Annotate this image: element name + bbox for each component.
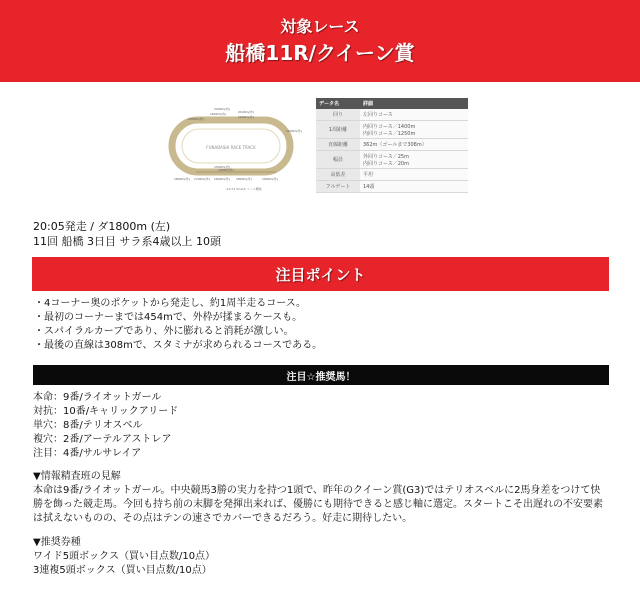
- table-cell-key: 回り: [316, 109, 360, 121]
- start-label: 1600m(内): [210, 112, 226, 116]
- bets-section: [33, 536, 215, 578]
- start-label: 1200m(外): [286, 129, 302, 133]
- table-cell-value: 左回りコース: [360, 109, 468, 121]
- start-label: 1800m(外): [174, 177, 190, 181]
- table-cell-value: 外回りコース／25m 内回りコース／20m: [360, 151, 468, 169]
- start-label: 1000m(外): [238, 115, 254, 119]
- race-time-distance: 20:05発走 / ダ1800m (左): [33, 220, 171, 233]
- course-info-graphic: [166, 98, 468, 200]
- table-row: [316, 121, 468, 139]
- start-label: 2000m(外): [188, 117, 204, 121]
- table-row: [316, 109, 468, 121]
- list-item: 単穴：8番/テリオスベル: [33, 420, 143, 431]
- race-info: [33, 219, 221, 249]
- table-cell-key: 1周距離: [316, 121, 360, 139]
- analysis-heading: ▼情報精査班の見解: [33, 471, 121, 482]
- table-row: [316, 151, 468, 169]
- list-item: 本命：9番/ライオットガール: [33, 392, 162, 403]
- bets-heading: ▼推奨券種: [33, 537, 81, 548]
- table-cell-key: 幅員: [316, 151, 360, 169]
- table-cell-key: 直線距離: [316, 139, 360, 151]
- table-cell-value: 14頭: [360, 181, 468, 193]
- table-row: [316, 169, 468, 181]
- start-label: 1700m(外): [194, 177, 210, 181]
- start-label: 1900m(外): [262, 177, 278, 181]
- table-cell-value: 362m（ゴールまで308m）: [360, 139, 468, 151]
- list-item: ・4コーナー奥のポケットから発走し、約1周半走るコース。: [34, 298, 307, 309]
- table-cell-value: 平坦: [360, 169, 468, 181]
- table-header-key: データ名: [316, 98, 360, 109]
- race-header-banner: [0, 0, 640, 82]
- course-data-table: [316, 98, 468, 193]
- table-cell-key: 高低差: [316, 169, 360, 181]
- track-map: [166, 98, 314, 200]
- analysis-text-line: 勝を飾った競走馬。今回も持ち前の末脚を発揮出来れば、優勝にも期待できると感じ軸に選定。スタートこそ出遅れの不安要素: [33, 499, 603, 510]
- picks-list: [33, 391, 178, 461]
- start-label: 1500m(内): [214, 165, 230, 169]
- table-row: [316, 139, 468, 151]
- list-item: 複穴：2番/アーテルアストレア: [33, 434, 172, 445]
- list-item: ・スパイラルカーブであり、外に膨れると消耗が激しい。: [34, 326, 294, 337]
- race-name: 船橋11R/クイーン賞: [225, 41, 415, 65]
- start-label: 2200m(内): [214, 107, 230, 111]
- list-item: 注目：4番/サルサレイア: [33, 448, 142, 459]
- track-caption: ※1/72 SCALE コース概略: [226, 187, 262, 191]
- table-cell-key: フルゲート: [316, 181, 360, 193]
- start-label: 2100m(外): [238, 110, 254, 114]
- list-item: 対抗：10番/キャリックアリード: [33, 406, 179, 417]
- table-row: [316, 181, 468, 193]
- start-label: 1600m(外): [214, 177, 230, 181]
- picks-heading-bar: 注目☆推奨馬！: [33, 365, 609, 385]
- table-header-row: [316, 98, 468, 109]
- list-item: ワイド5頭ボックス（買い目点数/10点）: [33, 551, 216, 562]
- table-cell-value: 内回りコース／1400m 内回りコース／1250m: [360, 121, 468, 139]
- start-label: 1800m(外): [236, 177, 252, 181]
- highlight-points: [34, 297, 322, 353]
- header-title: 対象レース: [280, 17, 360, 36]
- analysis-text-line: 本命は9番/ライオットガール。中央競馬3勝の実力を持つ1頭で、昨年のクイーン賞(G3)ではテリオスベルに2馬身差をつけて快: [33, 485, 601, 496]
- analysis-section: [33, 470, 611, 526]
- analysis-text-line: は拭えないものの、その点はテンの速さでカバーできるだろう。好走に期待したい。: [33, 513, 413, 524]
- race-meeting-details: 11回 船橋 3日目 サラ系4歳以上 10頭: [33, 235, 221, 248]
- list-item: 3連複5頭ボックス（買い目点数/10点）: [33, 565, 212, 576]
- start-label: 1400m(外): [218, 168, 234, 172]
- list-item: ・最後の直線は308mで、スタミナが求められるコースである。: [34, 340, 323, 351]
- track-label: FUNABASHI RACE TRACK: [206, 145, 256, 150]
- highlight-banner: 注目ポイント: [32, 257, 609, 291]
- list-item: ・最初のコーナーまでは454mで、外枠が揉まるケースも。: [34, 312, 303, 323]
- table-header-value: 詳細: [360, 98, 468, 109]
